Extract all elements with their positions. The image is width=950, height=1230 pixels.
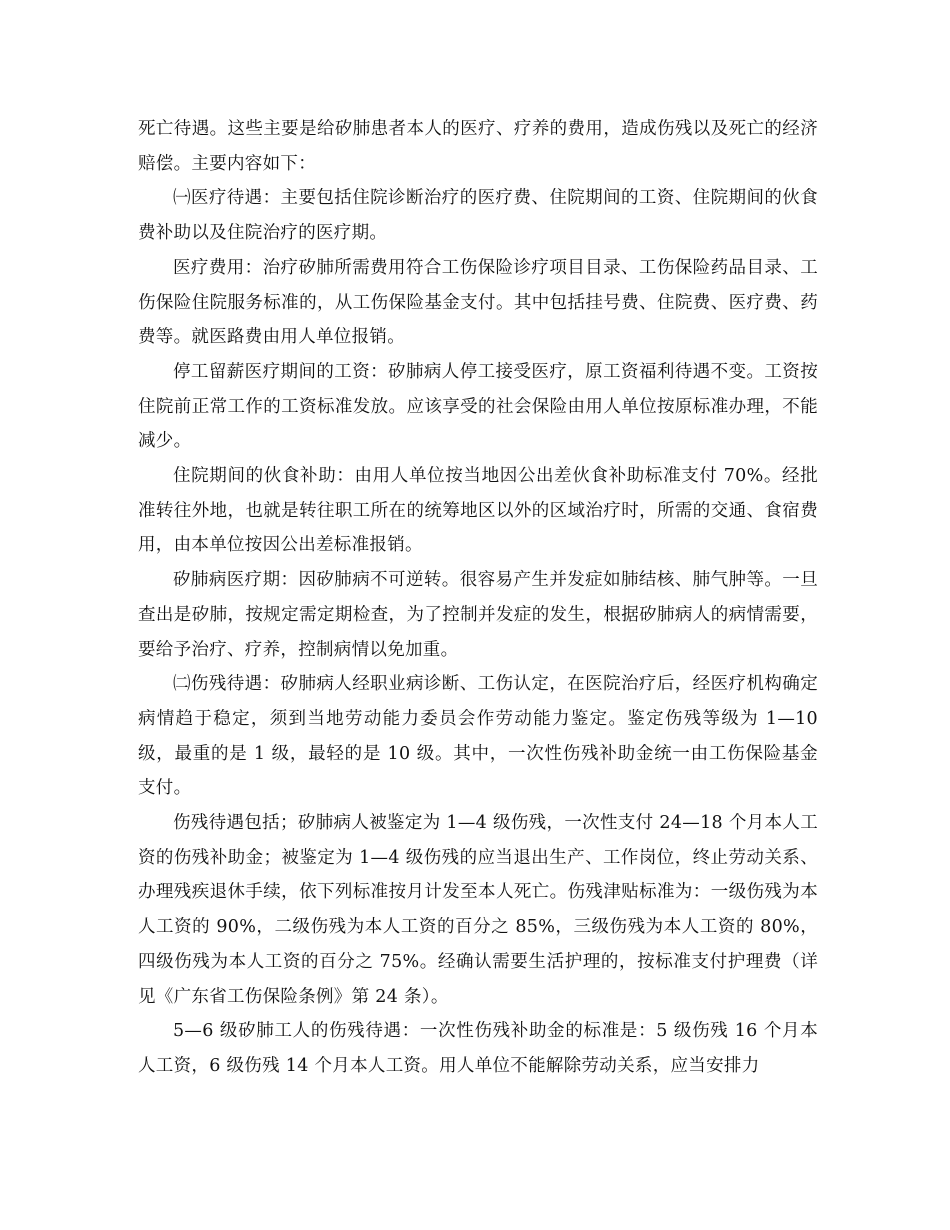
paragraph-medical-period: 矽肺病医疗期：因矽肺病不可逆转。很容易产生并发症如肺结核、肺气肿等。一旦查出是矽肺，按规定需定期检查，为了控制并发症的发生，根据矽肺病人的病情需要，要给予治疗、疗养，控制病情以免加重。 [138,570,818,660]
paragraph-medical-treatment: ㈠医疗待遇：主要包括住院诊断治疗的医疗费、住院期间的工资、住院期间的伙食费补助以及住院治疗的医疗期。 [138,188,818,244]
paragraph-medical-costs: 医疗费用：治疗矽肺所需费用符合工伤保险诊疗项目目录、工伤保险药品目录、工伤保险住院服务标准的，从工伤保险基金支付。其中包括挂号费、住院费、医疗费、药费等。就医路费由用人单位报销。 [138,257,818,348]
document-page [138,112,818,1084]
paragraph-grade-5-6-benefits: 5—6 级矽肺工人的伤残待遇：一次性伤残补助金的标准是：5 级伤残 16 个月本人工资，6 级伤残 14 个月本人工资。用人单位不能解除劳动关系，应当安排力 [138,1021,818,1076]
paragraph-death-benefits-intro: 死亡待遇。这些主要是给矽肺患者本人的医疗、疗养的费用，造成伤残以及死亡的经济赔偿。主要内容如下： [138,119,818,174]
paragraph-suspension-wages: 停工留薪医疗期间的工资：矽肺病人停工接受医疗，原工资福利待遇不变。工资按住院前正常工作的工资标准发放。应该享受的社会保险由用人单位按原标准办理，不能减少。 [138,361,818,452]
paragraph-disability-treatment: ㈡伤残待遇：矽肺病人经职业病诊断、工伤认定，在医院治疗后，经医疗机构确定病情趋于稳定，须到当地劳动能力委员会作劳动能力鉴定。鉴定伤残等级为 1—10 级，最重的是 1 级，最轻的是 10 级。其中，一次性伤残补助金统一由工伤保险基金支付。 [138,674,818,799]
paragraph-meal-subsidy: 住院期间的伙食补助：由用人单位按当地因公出差伙食补助标准支付 70%。经批准转往外地，也就是转往职工所在的统筹地区以外的区域治疗时，所需的交通、食宿费用，由本单位按因公出差标准报销。 [138,466,818,556]
paragraph-disability-benefits: 伤残待遇包括；矽肺病人被鉴定为 1—4 级伤残，一次性支付 24—18 个月本人工资的伤残补助金；被鉴定为 1—4 级伤残的应当退出生产、工作岗位，终止劳动关系、办理残疾退休手续，依下列标准按月计发至本人死亡。伤残津贴标准为：一级伤残为本人工资的 90%，二级伤残为本人工资的百分之 85%，三级伤残为本人工资的 80%，四级伤残为本人工资的百分之 75%。经确认需要生活护理的，按标准支付护理费（详见《广东省工伤保险条例》第 24 条）。 [138,813,818,1007]
